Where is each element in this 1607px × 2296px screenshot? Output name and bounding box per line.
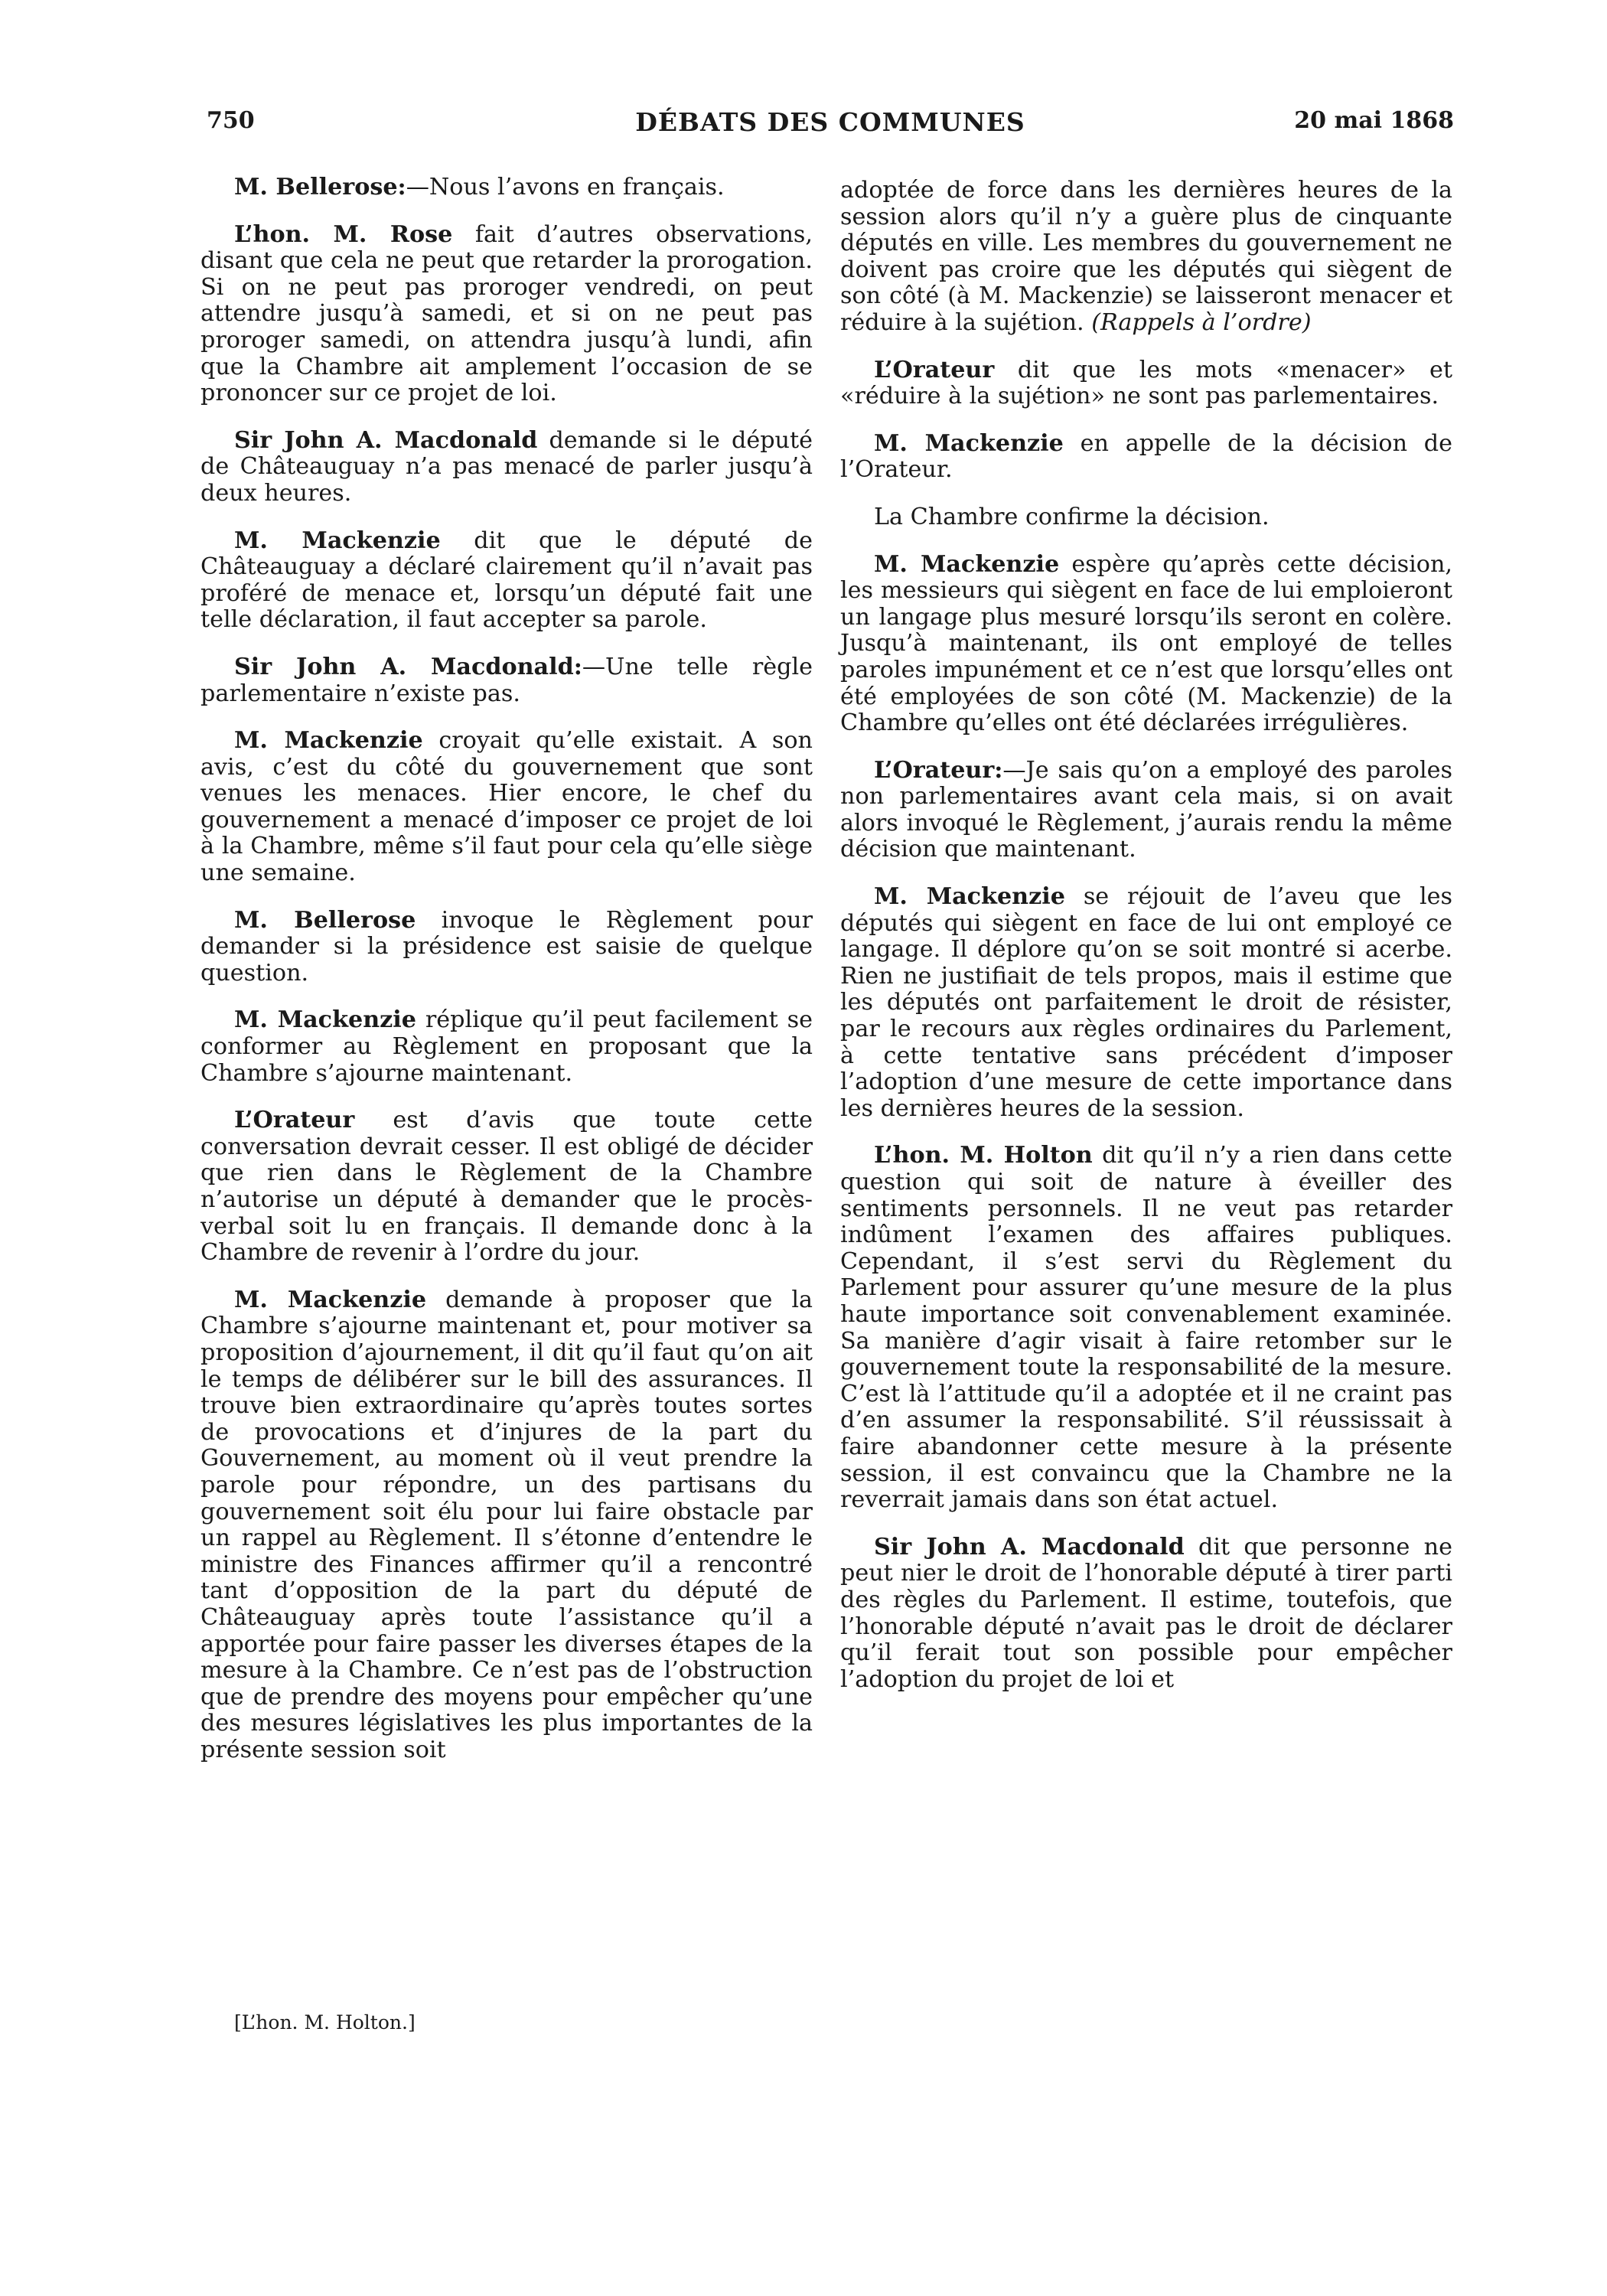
paragraph xyxy=(200,654,813,707)
page-number: 750 xyxy=(207,107,255,134)
speaker-name: Sir John A. Macdonald xyxy=(874,1533,1185,1561)
paragraph-text: dit que le député de Châteauguay a déclaré clairement qu’il n’avait pas proféré de menace et, lorsqu’un député fait une telle déclaration, il faut accepter sa parole. xyxy=(200,527,813,634)
paragraph xyxy=(840,431,1452,484)
left-column xyxy=(200,174,813,1784)
paragraph-text: dit qu’il n’y a rien dans cette question qui soit de nature à éveiller des sentiments personnels. Il ne veut pas retarder indûment l’examen des affaires publiques. Cependant, il s’est servi du Règlement du Parlement pour assurer qu’une mesure de la plus haute importance soit convenablement examinée. Sa manière d’agir visait à faire retomber sur le gouvernement toute la responsabilité de la mesure. C’est là l’attitude qu’il a adoptée et il ne craint pas d’en assumer la responsabilité. S’il réussissait à faire abandonner cette mesure à la présente session, il est convaincu que la Chambre ne la reverrait jamais dans son état actuel. xyxy=(840,1142,1452,1514)
paragraph xyxy=(840,758,1452,863)
speaker-name: M. Mackenzie xyxy=(234,727,423,755)
speaker-name: M. Bellerose xyxy=(234,906,416,934)
speaker-name: Sir John A. Macdonald: xyxy=(234,653,582,680)
paragraph-text: La Chambre confirme la décision. xyxy=(874,503,1270,530)
speaker-name: L’hon. M. Rose xyxy=(234,220,453,248)
paragraph-text: espère qu’après cette décision, les messieurs qui siègent en face de lui emploieront un langage plus mesuré lorsqu’ils seront en colère. Jusqu’à maintenant, ils ont employé de telles paroles impunément et ce n’est que lorsqu’elles ont été employées de son côté (M. Mackenzie) de la Chambre qu’elles ont été déclarées irrégulières. xyxy=(840,550,1452,737)
paragraph-text: fait d’autres observations, disant que cela ne peut que retarder la prorogation. Si on ne peut pas proroger vendredi, on peut attendre jusqu’à samedi, et si on ne peut pas proroger samedi, on attendra jusqu’à lundi, afin que la Chambre ait amplement l’occasion de se prononcer sur ce projet de loi. xyxy=(200,220,813,407)
speaker-name: M. Mackenzie xyxy=(874,429,1064,457)
speaker-name: L’Orateur: xyxy=(874,756,1003,784)
speaker-name: Sir John A. Macdonald xyxy=(234,426,538,454)
speaker-name: M. Mackenzie xyxy=(874,550,1060,578)
paragraph xyxy=(840,504,1452,531)
speaker-name: L’hon. M. Holton xyxy=(874,1142,1093,1169)
speaker-name: M. Mackenzie xyxy=(234,1286,427,1313)
speaker-name: M. Mackenzie xyxy=(874,883,1065,911)
paragraph-text: est d’avis que toute cette conversation devrait cesser. Il est obligé de décider que rien dans le Règlement de la Chambre n’autorise un député à demander que le procès-verbal soit lu en français. Il demande donc à la Chambre de revenir à l’ordre du jour. xyxy=(200,1107,813,1267)
paragraph xyxy=(840,1534,1452,1694)
speaker-name: M. Mackenzie xyxy=(234,1006,416,1034)
footer-reference: [L’hon. M. Holton.] xyxy=(234,2011,416,2033)
publication-title: DÉBATS DES COMMUNES xyxy=(635,107,1025,137)
paragraph xyxy=(200,1287,813,1764)
paragraph xyxy=(840,884,1452,1122)
paragraph-text: en appelle de la décision de l’Orateur. xyxy=(840,429,1452,484)
paragraph-text: —Une telle règle parlementaire n’existe pas. xyxy=(200,653,813,707)
paragraph xyxy=(840,1143,1452,1513)
paragraph xyxy=(200,1007,813,1087)
right-column xyxy=(840,178,1452,1714)
paragraph-text: —Nous l’avons en français. xyxy=(406,174,725,201)
paragraph xyxy=(200,528,813,634)
paragraph xyxy=(200,222,813,407)
paragraph xyxy=(200,174,813,201)
paragraph-text: demande si le député de Châteauguay n’a pas menacé de parler jusqu’à deux heures. xyxy=(200,426,813,507)
paragraph-text: adoptée de force dans les dernières heures de la session alors qu’il n’y a guère plus de cinquante députés en ville. Les membres du gouvernement ne doivent pas croire que les députés qui siègent de son côté (à M. Mackenzie) se laisseront menacer et réduire à la sujétion. xyxy=(840,177,1452,336)
paragraph-text: croyait qu’elle existait. A son avis, c’est du côté du gouvernement que sont venues les menaces. Hier encore, le chef du gouvernement a menacé d’imposer ce projet de loi à la Chambre, même s’il faut pour cela qu’elle siège une semaine. xyxy=(200,727,813,887)
paragraph-text: dit que les mots «menacer» et «réduire à la sujétion» ne sont pas parlementaires. xyxy=(840,356,1452,410)
paragraph-text: invoque le Règlement pour demander si la présidence est saisie de quelque question. xyxy=(200,906,813,987)
paragraph xyxy=(200,1107,813,1267)
speaker-name: L’Orateur xyxy=(234,1107,355,1134)
paragraph-text: réplique qu’il peut facilement se conformer au Règlement en proposant que la Chambre s’ajourne maintenant. xyxy=(200,1006,813,1087)
continuation-paragraph xyxy=(840,178,1452,337)
paragraph-text: —Je sais qu’on a employé des paroles non parlementaires avant cela mais, si on avait alors invoqué le Règlement, j’aurais rendu la même décision que maintenant. xyxy=(840,756,1452,863)
page-header xyxy=(207,107,1454,153)
speaker-name: M. Bellerose: xyxy=(234,174,406,201)
paragraph-text: demande à proposer que la Chambre s’ajourne maintenant et, pour motiver sa proposition d’ajournement, il dit qu’il faut qu’on ait le temps de délibérer sur le bill des assurances. Il trouve bien extraordinaire qu’après toutes sortes de provocations et d’injures de la part du Gouvernement, au moment où il veut prendre la parole pour répondre, un des partisans du gouvernement soit élu pour lui faire obstacle par un rappel au Règlement. Il s’étonne d’entendre le ministre des Finances affirmer qu’il a rencontré tant d’opposition de la part du député de Châteauguay après toute l’assistance qu’il a apportée pour faire passer les diverses étapes de la mesure à la Chambre. Ce n’est pas de l’obstruction que de prendre des moyens pour empêcher qu’une des mesures législatives les plus importantes de la présente session soit xyxy=(200,1286,813,1763)
paragraph xyxy=(840,552,1452,737)
speaker-name: L’Orateur xyxy=(874,356,995,383)
paragraph xyxy=(200,428,813,507)
interjection-text: (Rappels à l’ordre) xyxy=(1091,308,1312,336)
paragraph xyxy=(840,357,1452,410)
speaker-name: M. Mackenzie xyxy=(234,527,441,554)
paragraph xyxy=(200,728,813,887)
paragraph-text: se réjouit de l’aveu que les députés qui siègent en face de lui ont employé ce langage. Il déplore qu’on se soit montré si acerbe. Rien ne justifiait de tels propos, mais il estime que les députés ont parfaitement le droit de résister, par le recours aux règles ordinaires du Parlement, à cette tentative sans précédent d’imposer l’adoption d’une mesure de cette importance dans les dernières heures de la session. xyxy=(840,883,1452,1122)
paragraph xyxy=(200,908,813,987)
page-date: 20 mai 1868 xyxy=(1294,107,1454,134)
paragraph-text: dit que personne ne peut nier le droit de l’honorable député à tirer parti des règles du Parlement. Il estime, toutefois, que l’honorable député n’avait pas le droit de déclarer qu’il ferait tout son possible pour empêcher l’adoption du projet de loi et xyxy=(840,1533,1452,1693)
